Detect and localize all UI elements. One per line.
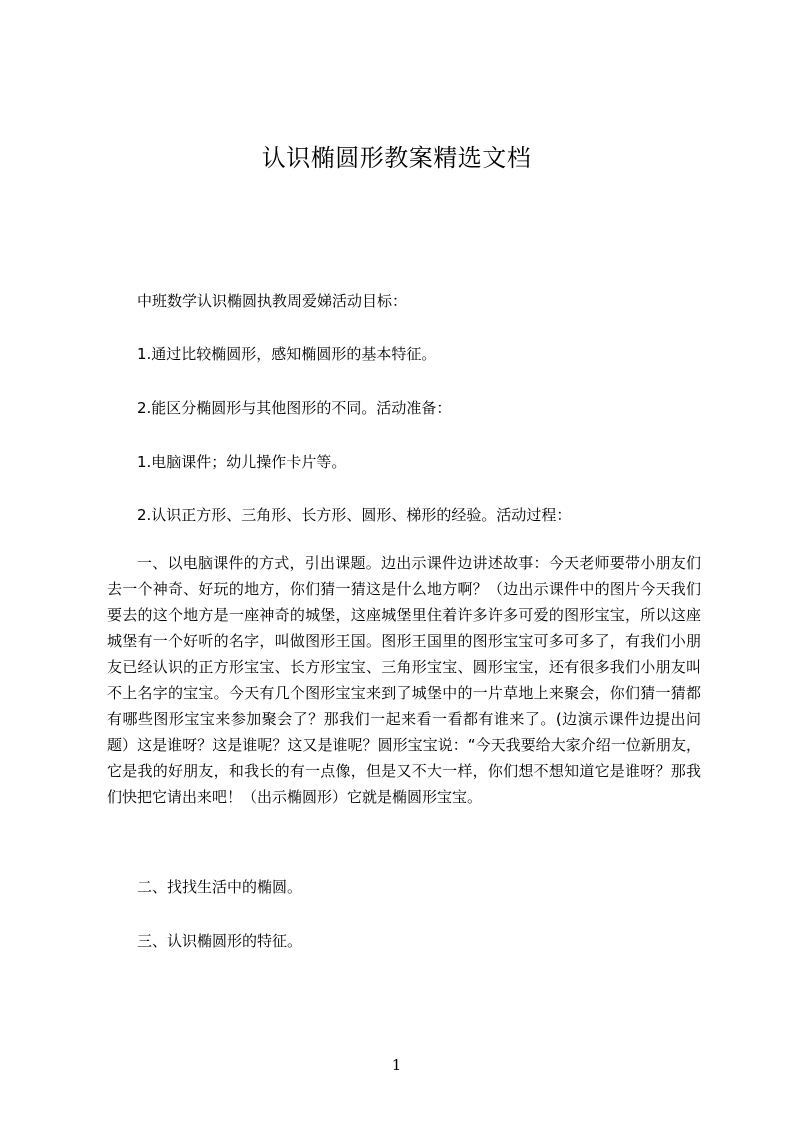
paragraph-objective-1: 1.通过比较椭圆形，感知椭圆形的基本特征。	[137, 345, 437, 363]
paragraph-activity-step-3: 三、认识椭圆形的特征。	[137, 932, 303, 950]
page-number: 1	[391, 1056, 402, 1074]
paragraph-preparation-2: 2.认识正方形、三角形、长方形、圆形、梯形的经验。活动过程：	[137, 506, 572, 524]
paragraph-objectives-heading: 中班数学认识椭圆执教周爱娣活动目标：	[137, 292, 408, 310]
paragraph-activity-step-2: 二、找找生活中的椭圆。	[137, 878, 303, 896]
paragraph-preparation-1: 1.电脑课件；幼儿操作卡片等。	[137, 453, 347, 471]
paragraph-activity-step-1: 一、以电脑课件的方式，引出课题。边出示课件边讲述故事：今天老师要带小朋友们去一个神奇、好玩的地方，你们猜一猜这是什么地方啊？（边出示课件中的图片今天我们要去的这个地方是一座神奇的城堡，这座城堡里住着许多许多可爱的图形宝宝，所以这座城堡有一个好听的名字，叫做图形王国。图形王国里的图形宝宝可多可多了，有我们小朋友已经认识的正方形宝宝、长方形宝宝、三角形宝宝、圆形宝宝，还有很多我们小朋友叫不上名字的宝宝。今天有几个图形宝宝来到了城堡中的一片草地上来聚会，你们猜一猜都有哪些图形宝宝来参加聚会了？那我们一起来看一看都有谁来了。(边演示课件边提出问题）这是谁呀？这是谁呢？这又是谁呢？圆形宝宝说：“今天我要给大家介绍一位新朋友，它是我的好朋友，和我长的有一点像，但是又不大一样，你们想不想知道它是谁呀？那我们快把它请出来吧！（出示椭圆形）它就是椭圆形宝宝。	[107, 554, 701, 806]
paragraph-objective-2: 2.能区分椭圆形与其他图形的不同。活动准备：	[137, 399, 452, 417]
document-title: 认识椭圆形教案精选文档	[261, 144, 532, 172]
